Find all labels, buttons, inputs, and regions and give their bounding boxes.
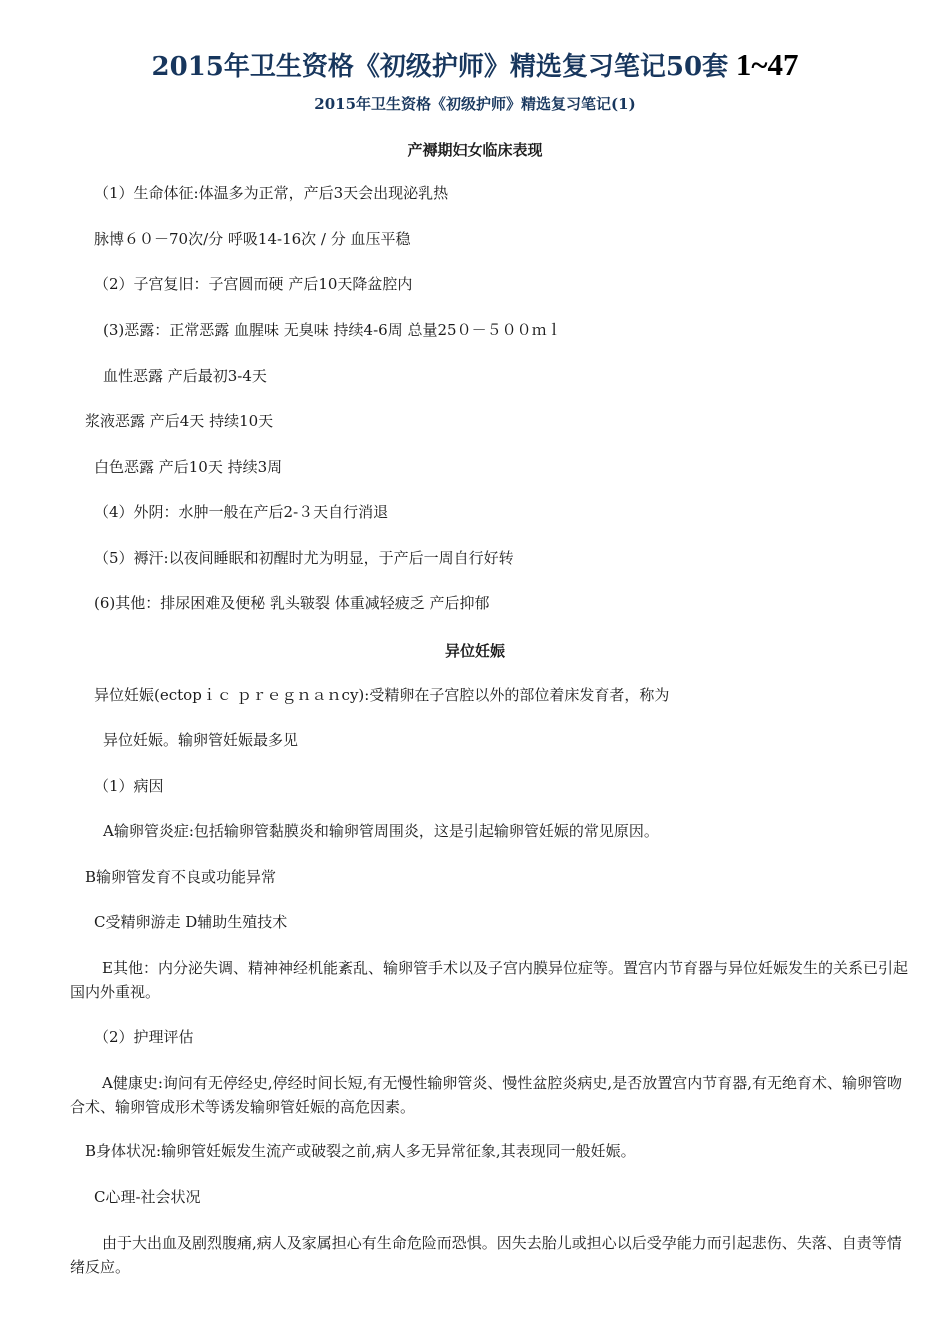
paragraph-health-history: A健康史:询问有无停经史,停经时间长短,有无慢性输卵管炎、慢性盆腔炎病史,是否放置宫内节育器,有无绝育术、输卵管吻合术、输卵管成形术等诱发输卵管妊娠的高危因素。 — [70, 1074, 902, 1116]
document-title-main: 2015年卫生资格《初级护师》精选复习笔记50套 — [151, 52, 729, 82]
text-line: （5）褥汗:以夜间睡眠和初醒时尤为明显，于产后一周自行好转 — [94, 549, 514, 567]
document-subtitle: 2015年卫生资格《初级护师》精选复习笔记(1) — [314, 95, 636, 113]
text-line: （1）生命体征:体温多为正常，产后3天会出现泌乳热 — [94, 184, 449, 202]
text-line: 异位妊娠(ectopｉｃ ｐｒｅｇｎａｎcy):受精卵在子宫腔以外的部位着床发育者，称为 — [94, 686, 670, 704]
section-heading-ectopic: 异位妊娠 — [444, 642, 505, 660]
text-line: （2）护理评估 — [94, 1028, 194, 1046]
text-line: （1）病因 — [94, 777, 164, 795]
text-line: B输卵管发育不良或功能异常 — [85, 868, 277, 886]
text-line: 脉博６０－70次/分 呼吸14-16次 / 分 血压平稳 — [94, 230, 411, 248]
text-line: 异位妊娠。输卵管妊娠最多见 — [103, 731, 299, 749]
text-line: 血性恶露 产后最初3-4天 — [103, 367, 267, 385]
text-line: (6)其他：排尿困难及便秘 乳头皲裂 体重减轻疲乏 产后抑郁 — [94, 594, 490, 612]
document-title — [0, 46, 950, 83]
paragraph-other-causes: E其他：内分泌失调、精神神经机能紊乱、输卵管手术以及子宫内膜异位症等。置宫内节育器与异位妊娠发生的关系已引起国内外重视。 — [70, 959, 908, 1001]
text-line: 白色恶露 产后10天 持续3周 — [94, 458, 283, 476]
text-line: 浆液恶露 产后4天 持续10天 — [85, 412, 274, 430]
text-line: B身体状况:输卵管妊娠发生流产或破裂之前,病人多无异常征象,其表现同一般妊娠。 — [85, 1142, 636, 1160]
text-line: (3)恶露：正常恶露 血腥味 无臭味 持续4-6周 总量25０－５００ｍｌ — [103, 321, 562, 339]
text-line: （2）子宫复旧：子宫圆而硬 产后10天降盆腔内 — [94, 275, 413, 293]
section-heading-postpartum: 产褥期妇女临床表现 — [407, 141, 543, 159]
text-line: C受精卵游走 D辅助生殖技术 — [94, 913, 288, 931]
text-line: （4）外阴：水肿一般在产后2-３天自行消退 — [94, 503, 389, 521]
text-line: C心理-社会状况 — [94, 1188, 201, 1206]
document-title-suffix: 1~47 — [728, 47, 799, 82]
text-line: A输卵管炎症:包括输卵管黏膜炎和输卵管周围炎，这是引起输卵管妊娠的常见原因。 — [103, 822, 659, 840]
paragraph-psychosocial: 由于大出血及剧烈腹痛,病人及家属担心有生命危险而恐惧。因失去胎儿或担心以后受孕能力而引起悲伤、失落、自责等情绪反应。 — [70, 1234, 902, 1276]
